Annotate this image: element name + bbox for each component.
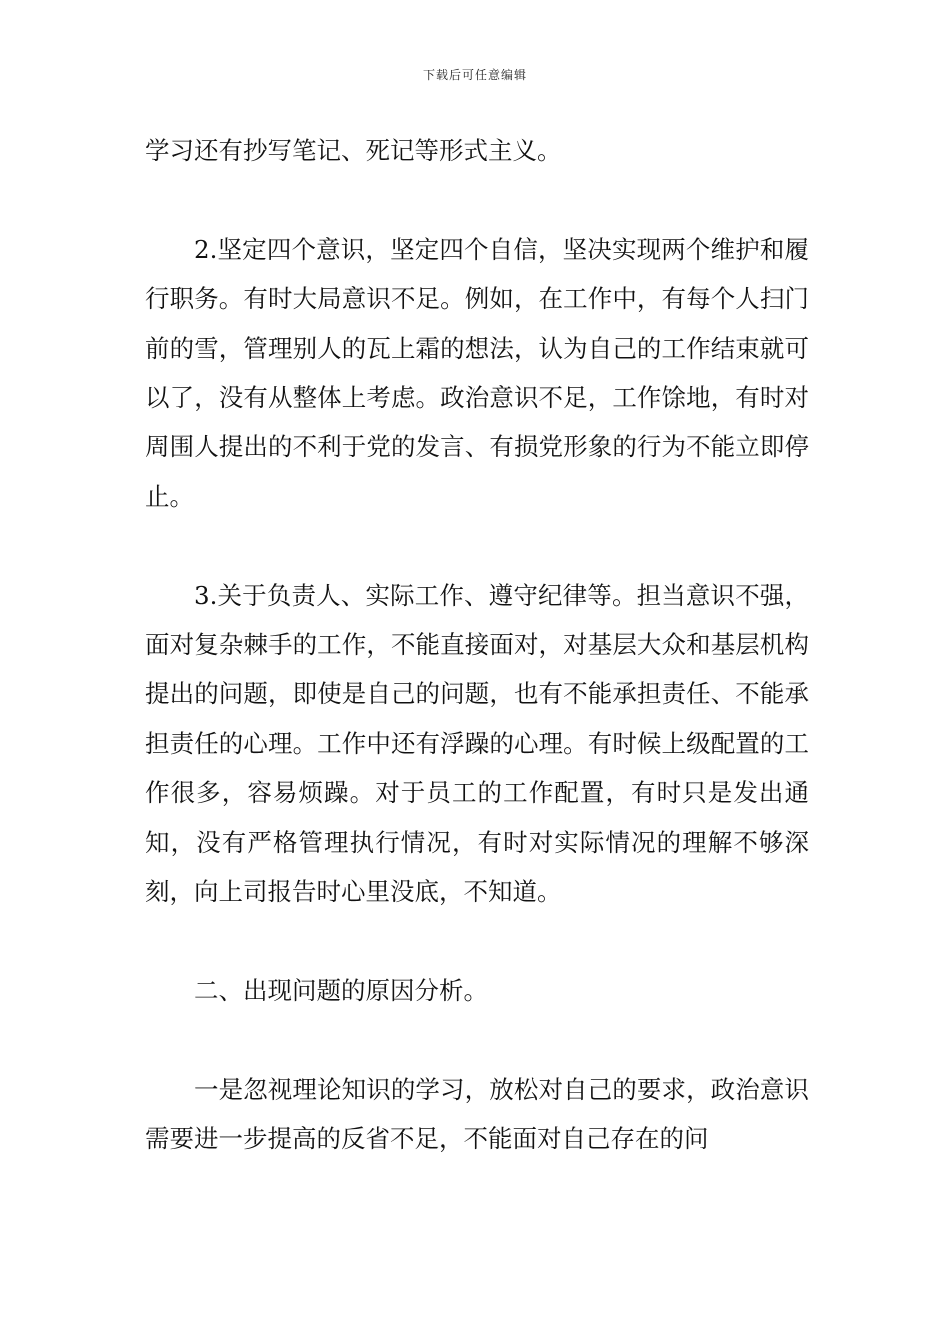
paragraph-spacer [145, 916, 809, 965]
paragraph-item-2: 2.坚定四个意识，坚定四个自信，坚决实现两个维护和履行职务。有时大局意识不足。例如，在工作中，有每个人扫门前的雪，管理别人的瓦上霜的想法，认为自己的工作结束就可以了，没有从整体上考虑。政治意识不足，工作馀地，有时对周围人提出的不利于党的发言、有损党形象的行为不能立即停止。 [145, 234, 809, 511]
document-body [145, 126, 809, 1163]
paragraph-reason-1: 一是忽视理论知识的学习，放松对自己的要求，政治意识需要进一步提高的反省不足，不能面对自己存在的问 [145, 1074, 809, 1154]
paragraph-continuation: 学习还有抄写笔记、死记等形式主义。 [145, 136, 562, 165]
section-heading-cause-analysis: 二、出现问题的原因分析。 [194, 975, 488, 1005]
paragraph-spacer [145, 521, 809, 570]
paragraph-item-3: 3.关于负责人、实际工作、遵守纪律等。担当意识不强，面对复杂棘手的工作，不能直接面对，对基层大众和基层机构提出的问题，即使是自己的问题，也有不能承担责任、不能承担责任的心理。工作中还有浮躁的心理。有时候上级配置的工作很多，容易烦躁。对于员工的工作配置，有时只是发出通知，没有严格管理执行情况，有时对实际情况的理解不够深刻，向上司报告时心里没底，不知道。 [145, 580, 809, 907]
page-header-note: 下载后可任意编辑 [422, 68, 527, 82]
paragraph-spacer [145, 1015, 809, 1064]
paragraph-spacer [145, 175, 809, 224]
